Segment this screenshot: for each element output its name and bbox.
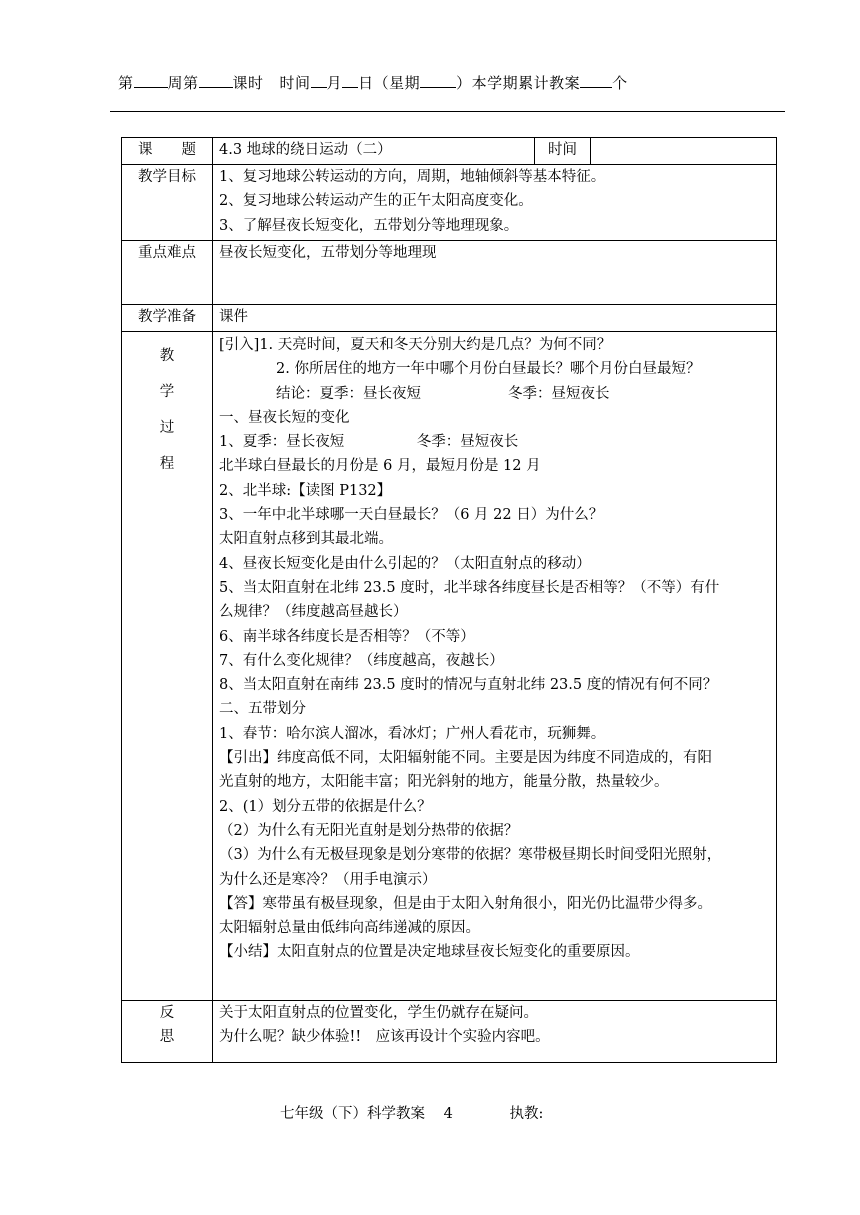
goal-item: 1、复习地球公转运动的方向，周期，地轴倾斜等基本特征。 [219, 169, 606, 185]
process-line: 【答】寒带虽有极昼现象，但是由于太阳入射角很小，阳光仍比温带少得多。 [219, 895, 712, 912]
reflection-label [122, 1001, 213, 1063]
process-line: 二、五带划分 [219, 701, 306, 718]
topic-value: 4.3 地球的绕日运动（二） [213, 138, 535, 165]
process-line: 【小结】太阳直射点的位置是决定地球昼夜长短变化的重要原因。 [219, 944, 640, 961]
process-label-char: 过 [159, 420, 175, 436]
process-line: 太阳直射点移到其最北端。 [219, 531, 393, 548]
process-line: 5、当太阳直射在北纬 23.5 度时，北半球各纬度昼长是否相等？（不等）有什 [219, 579, 720, 596]
reflection-label-char: 反 [159, 1005, 175, 1021]
reflection-content [213, 1001, 777, 1063]
header-period-label: 课时 [232, 74, 264, 92]
key-content: 昼夜长短变化，五带划分等地理现 [213, 241, 777, 305]
goals-content [213, 165, 777, 241]
key-row [122, 241, 777, 305]
process-line: 6、南半球各纬度长是否相等？（不等） [219, 628, 475, 645]
process-line: 7、有什么变化规律？（纬度越高，夜越长） [219, 652, 504, 669]
header-divider [110, 111, 785, 112]
header-weekday-label: 日（星期 [358, 74, 421, 92]
reflection-line: 为什么呢？缺少体验!! 应该再设计个实验内容吧。 [219, 1029, 550, 1046]
process-line: （3）为什么有无极昼现象是划分寒带的依据？寒带极昼期长时间受阳光照射， [219, 847, 722, 864]
process-line: 【引出】纬度高低不同，太阳辐射能不同。主要是因为纬度不同造成的，有阳 [219, 750, 712, 767]
process-line: 3、一年中北半球哪一天白昼最长？（6 月 22 日）为什么？ [219, 507, 604, 524]
process-line: 一、昼夜长短的变化 [219, 409, 350, 426]
process-line: 4、昼夜长短变化是由什么引起的？（太阳直射点的移动） [219, 555, 591, 572]
prep-label: 教学准备 [122, 305, 213, 332]
process-label [122, 332, 213, 1001]
goal-item: 3、了解昼夜长短变化，五带划分等地理现象。 [219, 217, 519, 234]
process-line: 2. 你所居住的地方一年中哪个月份白昼最长？哪个月份白昼最短？ [276, 361, 701, 378]
header-time-label: 时间 [279, 74, 311, 92]
reflection-label-char: 思 [159, 1029, 175, 1045]
header-total-label: ）本学期累计教案 [456, 74, 581, 92]
process-line: 2、(1）划分五带的依据是什么？ [219, 798, 432, 815]
process-line: 8、当太阳直射在南纬 23.5 度时的情况与直射北纬 23.5 度的情况有何不同？ [219, 677, 718, 694]
footer-page-number: 4 [443, 1106, 453, 1122]
process-line: 太阳辐射总量由低纬向高纬递减的原因。 [219, 920, 480, 937]
lesson-blank [199, 73, 233, 88]
week-blank [134, 73, 168, 88]
key-label: 重点难点 [122, 241, 213, 305]
weekday-blank [420, 73, 456, 88]
goals-row [122, 165, 777, 241]
process-label-char: 学 [159, 384, 175, 400]
time-value [591, 138, 777, 165]
process-label-char: 教 [159, 348, 175, 364]
reflection-row [122, 1001, 777, 1063]
total-blank [580, 73, 612, 88]
month-blank [311, 73, 327, 88]
header-month-label: 月 [326, 74, 343, 92]
process-line: 2、北半球:【读图 P132】 [219, 482, 392, 499]
prep-row [122, 305, 777, 332]
process-line: 么规律？（纬度越高昼越长） [219, 604, 408, 621]
topic-label: 课 题 [122, 138, 213, 165]
goals-label: 教学目标 [122, 165, 213, 241]
process-label-char: 程 [159, 456, 175, 472]
topic-row [122, 138, 777, 165]
goal-item: 2、复习地球公转运动产生的正午太阳高度变化。 [219, 193, 533, 210]
header-unit: 个 [612, 74, 628, 92]
process-row [122, 332, 777, 1001]
time-label: 时间 [535, 138, 591, 165]
header-week-prefix: 第 [118, 74, 134, 92]
process-line: 北半球白昼最长的月份是 6 月，最短月份是 12 月 [219, 458, 541, 475]
footer-title: 七年级（下）科学教案 [280, 1106, 425, 1122]
page-footer [280, 1102, 557, 1123]
reflection-line: 关于太阳直射点的位置变化，学生仍就存在疑问。 [219, 1005, 538, 1021]
lesson-plan-table [121, 137, 777, 1063]
process-line: 为什么还是寒冷？（用手电演示） [219, 871, 437, 888]
prep-content: 课件 [213, 305, 777, 332]
header-lesson-prefix: 周第 [167, 74, 199, 92]
process-line: 1、夏季：昼长夜短 冬季：昼短夜长 [219, 434, 519, 451]
process-content [213, 332, 777, 1001]
process-line: 结论：夏季：昼长夜短 冬季：昼短夜长 [276, 385, 610, 402]
footer-teacher: 执教: [509, 1106, 544, 1122]
day-blank [342, 73, 358, 88]
process-line: 1、春节：哈尔滨人溜冰，看冰灯；广州人看花市，玩狮舞。 [219, 725, 606, 742]
process-line: 光直射的地方，太阳能丰富；阳光斜射的地方，能量分散，热量较少。 [219, 774, 669, 791]
process-line: （2）为什么有无阳光直射是划分热带的依据？ [219, 822, 519, 839]
process-line: [引入]1. 天亮时间，夏天和冬天分别大约是几点？为何不同？ [219, 337, 612, 353]
lesson-header [118, 72, 628, 93]
